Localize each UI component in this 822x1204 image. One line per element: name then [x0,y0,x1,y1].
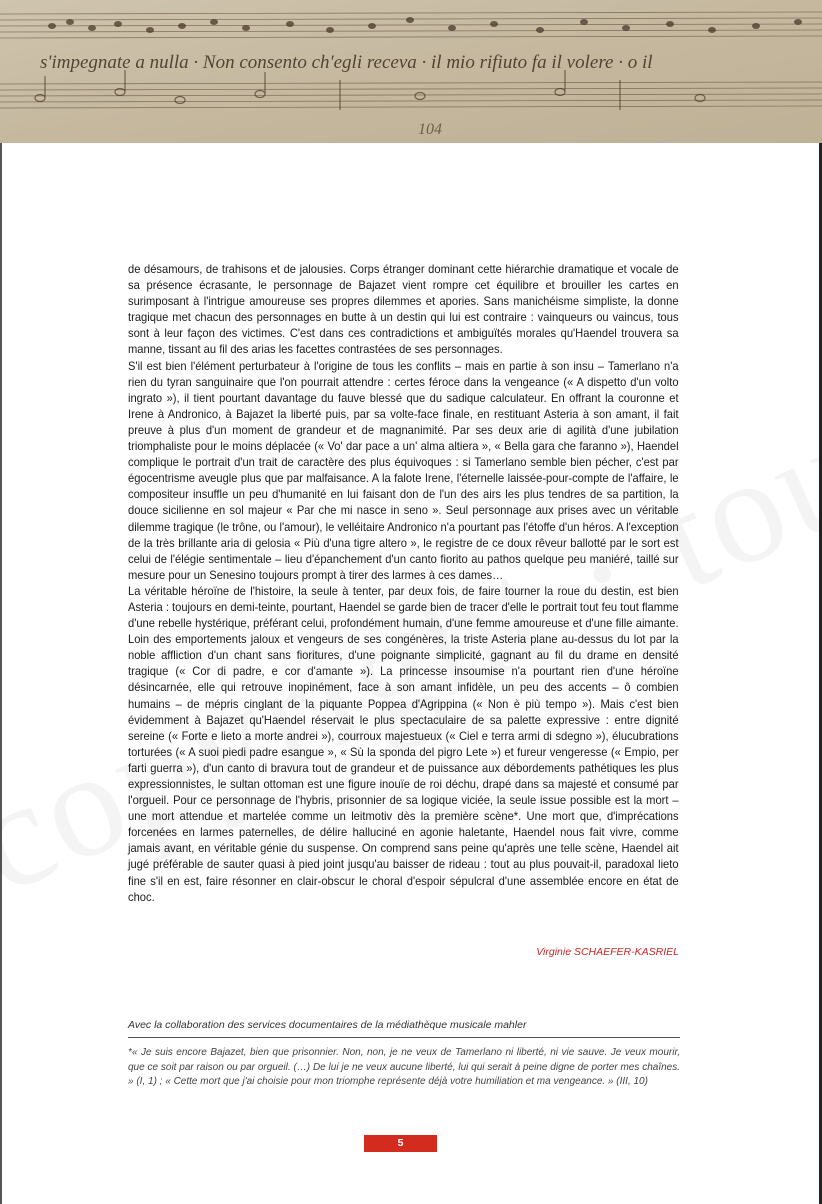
article-paragraph-1: de désamours, de trahisons et de jalousies. Corps étranger dominant cette hiérarchie dramatique et vocale de sa présence écrasante, le personnage de Bajazet vient rompre cet équilibre et brouiller les cartes en surimposant à l'intrigue amoureuse ses propres dilemmes et apories. Sans manichéisme simpliste, la donne tragique met chacun des personnages en butte à un destin qui lui est contraire : vainqueurs ou vaincus, tous sont à leur façon des victimes. C'est dans ces contradictions et ambiguïtés morales qu'Haendel trouvera sa manne, tissant au fil des arias les facettes contrastées de ses personnages. [128,262,679,357]
page-edge-left [0,0,2,1204]
article-paragraph-2: S'il est bien l'élément perturbateur à l'origine de tous les conflits – mais en partie à son insu – Tamerlano n'a rien du tyran sanguinaire que l'on pourrait attendre : certes féroce dans la vengeance (« A dispetto d'un volto ingrato »), il tient pourtant davantage du fauve blessé que du sadique calculateur. En offrant la couronne et Irene à Andronico, à Bajazet la liberté puis, par sa volte-face finale, en restituant Asteria à son amant, il fait preuve à plus d'un moment de grandeur et de magnanimité. Par ses deux arie di agilità d'une jubilation triomphaliste pour le moins déplacée (« Vo' dar pace a un' alma altiera », « Bella gara che faranno »), Haendel complique le portrait d'un trait de caractère des plus équivoques : si Tamerlano semble bien pécher, c'est par égocentrisme aveugle plus que par malfaisance. A la falote Irene, l'éternelle laissée-pour-compte de l'affaire, le compositeur insuffle un peu d'humanité en lui faisant don de l'un des airs les plus tendres de sa partition, la douce sicilienne en sol majeur « Par che mi nasce in seno ». Seul personnage aux prises avec un véritable dilemme tragique (le trône, ou l'amour), le velléitaire Andronico n'a pourtant pas l'étoffe d'un héros. A l'exception de la très brillante aria di gelosia « Più d'una tigre altero », le registre de ce doux rêveur ballotté par le sort est celui de l'élégie sentimentale – lieu d'épanchement d'un canto fiorito au pathos quelque peu maniéré, taillé sur mesure pour un Senesino toujours prompt à tirer des larmes à ces dames… [128,358,679,582]
manuscript-lyric: s'impegnate a nulla · Non consento ch'egli receva · il mio rifiuto fa il volere · o il [40,52,653,73]
manuscript-banner [0,0,822,143]
article-paragraph-3: La véritable héroïne de l'histoire, la seule à tenter, par deux fois, de faire tourner la roue du destin, est bien Asteria : toujours en demi-teinte, pourtant, Haendel se garde bien de tracer d'elle le portrait tout feu tout flamme d'une rebelle hystérique, préférant celui, profondément humain, d'une femme amoureuse et d'une fille aimante. Loin des emportements jaloux et vengeurs de ses congénères, la triste Asteria plane au-dessus du lot par la noble affliction d'un chant sans fioritures, d'une poignante simplicité, gagnant au fil du drame en densité tragique (« Cor di padre, e cor d'amante »). La princesse insoumise n'a pourtant rien d'une héroïne désincarnée, elle qui retrouve inopinément, face à son amant infidèle, un peu des accents – ô combien humains – de mépris cinglant de la piquante Poppea d'Agrippina (« Non è più tempo »). Mais c'est bien évidemment à Bajazet qu'Haendel réservait le plus spectaculaire de sa palette expressive : entre dignité sereine (« Forte e lieto a morte andrei »), courroux majestueux (« Ciel e terra armi di sdegno »), élucubrations torturées (« A suoi piedi padre esangue », « Sù la sponda del pigro Lete ») et fureur vengeresse (« Empio, per farti guerra »), d'un canto di bravura tout de grandeur et de puissance aux débordements pathétiques les plus expressionnistes, le sultan ottoman est une figure inouïe de roi déchu, drapé dans sa majesté et consumé par l'orgueil. Pour ce personnage de l'hybris, prisonnier de sa logique viciée, la seule issue possible est la mort – une mort attendue et martelée comme un leitmotiv dès la première scène*. Une mort que, d'imprécations forcenées en larmes paternelles, de délire halluciné en agonie haletante, Haendel nous fait vivre, comme jamais avant, en véritable génie du suspense. On comprend sans peine qu'après une telle scène, Haendel ait jugé préférable de sauter quasi à pied joint jusqu'au baisser de rideau : tout au plus pouvait-il, paradoxal lieto fine s'il en est, faire résonner en clair-obscur le choral d'espoir sépulcral d'une assemblée encore en état de choc. [128,583,679,904]
manuscript-score-image [0,0,822,143]
author-signature: Virginie SCHAEFER-KASRIEL [536,946,679,958]
footnote-divider [128,1037,680,1038]
manuscript-folio-mark: 104 [418,121,442,138]
article-body [128,261,679,905]
collaboration-credit: Avec la collaboration des services documentaires de la médiathèque musicale mahler [128,1019,527,1031]
page-number-badge: 5 [364,1135,437,1152]
footnote: *« Je suis encore Bajazet, bien que prisonnier. Non, non, je ne veux de Tamerlano ni liberté, ni vie sauve. Je veux mourir, que ce soit par raison ou par orgueil. (…) De lui je ne veux aucune liberté, lui qui serait à peine digne de porter mes chaînes. » (I, 1) ; « Cette mort que j'ai choisie pour mon triomphe représente déjà votre humiliation et ma vengeance. » (III, 10) [128,1047,680,1088]
